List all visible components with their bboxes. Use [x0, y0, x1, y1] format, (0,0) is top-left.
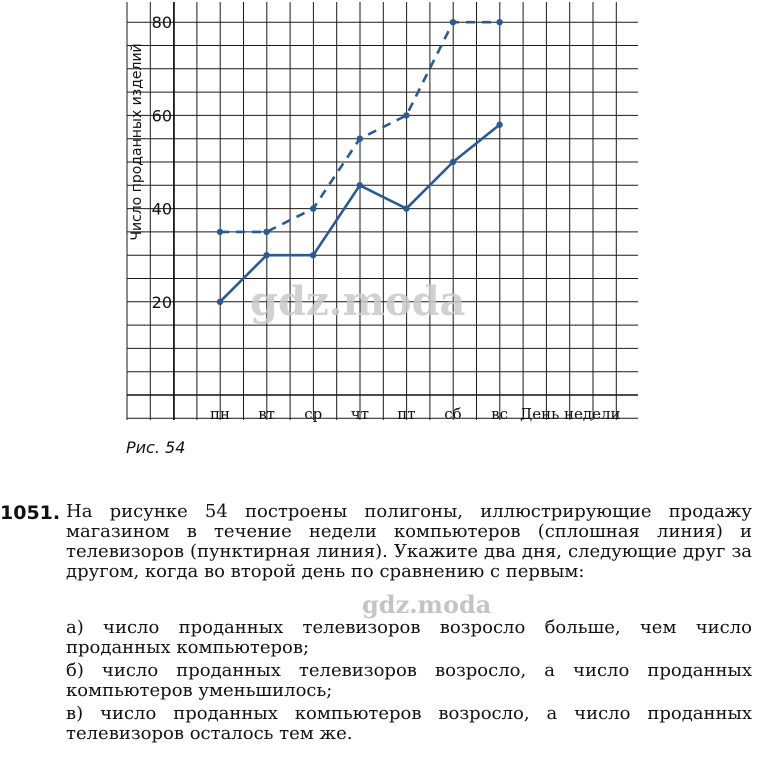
problem-text	[66, 502, 752, 582]
x-tick-label: пт	[397, 405, 416, 423]
dashed-point	[310, 205, 316, 211]
dashed-point	[263, 229, 269, 235]
watermark-2: gdz.moda	[362, 590, 492, 619]
solid-point	[403, 205, 409, 211]
solid-point	[496, 122, 502, 128]
x-tick-label: ср	[304, 405, 323, 423]
solid-point	[217, 299, 223, 305]
y-tick-label: 40	[151, 199, 172, 219]
y-axis-title: Число проданных изделий	[129, 43, 145, 241]
problem-items	[66, 618, 752, 747]
figure-caption: Рис. 54	[126, 438, 186, 457]
dashed-point	[357, 136, 363, 142]
dashed-point	[496, 19, 502, 25]
solid-point	[263, 252, 269, 258]
problem-statement: На рисунке 54 построены полигоны, иллюстрирующие продажу магазином в течение недели компьютеров (сплошная линия) и телевизоров (пунктирная линия). Укажите два дня, следующие друг за другом, когда во второй день по сравнению с первым:	[66, 501, 752, 582]
x-tick-label: сб	[444, 405, 462, 423]
solid-point	[357, 182, 363, 188]
x-tick-label: пн	[210, 405, 230, 423]
x-ticks	[210, 405, 508, 423]
watermark: gdz.moda	[250, 278, 466, 325]
x-tick-label: вс	[491, 405, 509, 423]
y-tick-label: 60	[151, 106, 172, 126]
dashed-point	[217, 229, 223, 235]
x-axis-title: День недели	[520, 405, 621, 423]
chart-grid	[127, 2, 638, 420]
x-tick-label: чт	[350, 405, 369, 423]
problem-item-a: а) число проданных телевизоров возросло больше, чем число проданных компьютеров;	[66, 617, 752, 658]
problem-item-c: в) число проданных компьютеров возросло, а число проданных телевизоров осталось тем же.	[66, 703, 752, 744]
y-tick-label: 20	[151, 292, 172, 312]
solid-point	[310, 252, 316, 258]
x-tick-label: вт	[258, 405, 275, 423]
dashed-point	[450, 19, 456, 25]
solid-point	[450, 159, 456, 165]
y-tick-label: 80	[151, 13, 172, 33]
problem-number: 1051.	[0, 502, 61, 524]
dashed-point	[403, 112, 409, 118]
problem-item-b: б) число проданных телевизоров возросло, а число проданных компьютеров уменьшилось;	[66, 660, 752, 701]
